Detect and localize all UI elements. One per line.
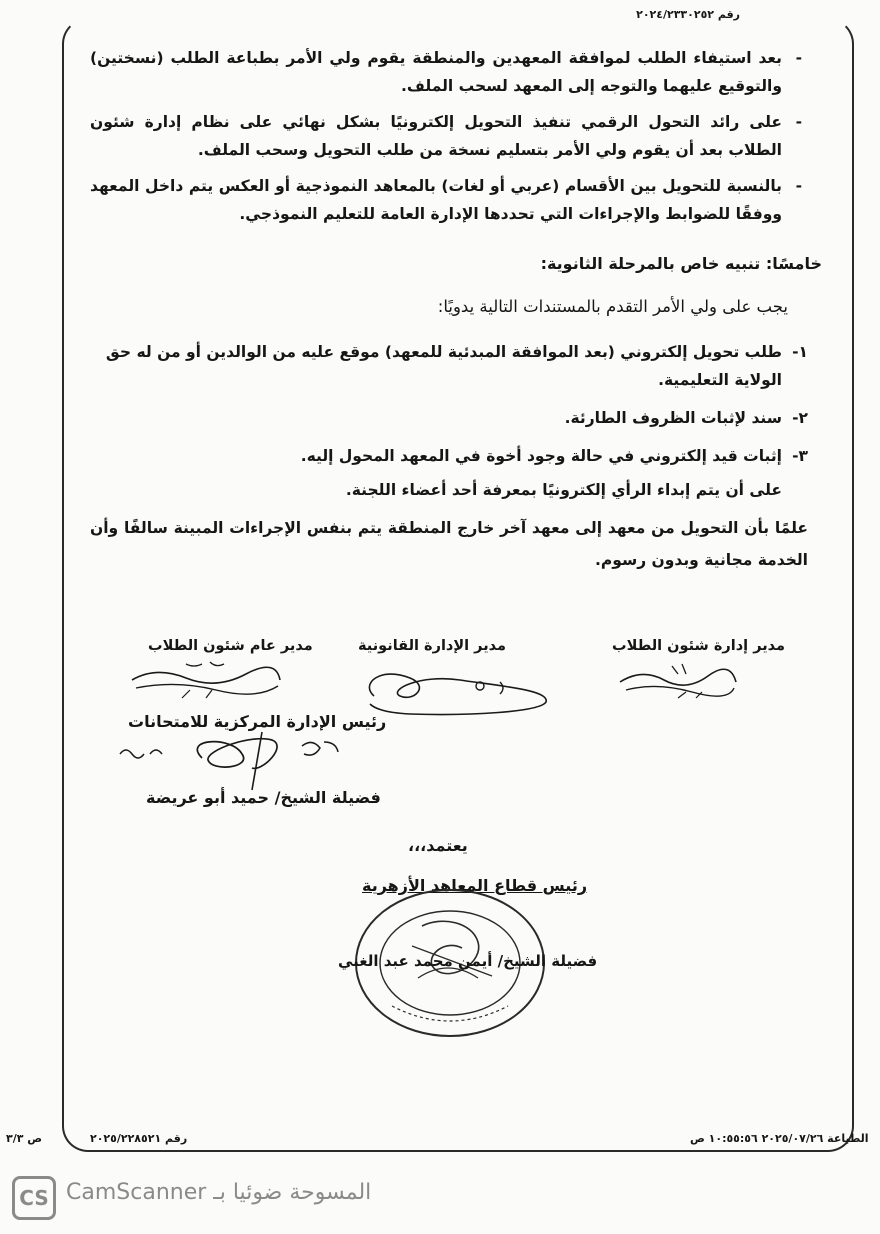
document-text: سند لإثبات الظروف الطارئة. bbox=[564, 409, 782, 427]
general-manager-title: مدير عام شئون الطلاب bbox=[148, 638, 313, 654]
document-body bbox=[90, 44, 822, 576]
transfer-note: علمًا بأن التحويل من معهد إلى معهد آخر خارج المنطقة يتم بنفس الإجراءات المبينة سالفًا وأن الخدمة مجانية وبدون رسوم. bbox=[90, 519, 808, 569]
sector-head-title: رئيس قطاع المعاهد الأزهرية bbox=[362, 876, 588, 895]
affairs-manager-signature bbox=[612, 660, 742, 702]
bullet-item: - على رائد التحول الرقمي تنفيذ التحويل إلكترونيًا بشكل نهائي على نظام إدارة شئون الطلاب بعد أن يقوم ولي الأمر بتسليم نسخة من طلب التحويل وسحب الملف. bbox=[90, 108, 808, 164]
legal-manager-signature bbox=[350, 656, 560, 720]
section-heading: خامسًا: تنبيه خاص بالمرحلة الثانوية: bbox=[540, 254, 822, 273]
document-number: ٢- bbox=[792, 409, 808, 427]
camscanner-logo-icon: CS bbox=[12, 1176, 56, 1220]
scanner-watermark bbox=[0, 1160, 880, 1234]
document-item bbox=[90, 442, 808, 470]
committee-condition: على أن يتم إبداء الرأي إلكترونيًا بمعرفة أحد أعضاء اللجنة. bbox=[345, 481, 782, 499]
header-reference-number: رقم ٢٠٢٤/٢٣٣٠٢٥٢ bbox=[636, 8, 740, 21]
document-item bbox=[90, 338, 808, 394]
required-documents-list bbox=[90, 338, 808, 470]
document-number: ٣- bbox=[792, 447, 808, 465]
camscanner-text: المسوحة ضوئيا بـ CamScanner bbox=[66, 1180, 372, 1205]
bullet-item: - بعد استيفاء الطلب لموافقة المعهدين والمنطقة يقوم ولي الأمر بطباعة الطلب (نسختين) والتوقيع عليهما والتوجه إلى المعهد لسحب الملف. bbox=[90, 44, 808, 100]
document-item bbox=[90, 404, 808, 432]
document-text: إثبات قيد إلكتروني في حالة وجود أخوة في المعهد المحول إليه. bbox=[300, 447, 782, 465]
exams-head-name: فضيلة الشيخ/ حميد أبو عريضة bbox=[146, 788, 381, 807]
document-number: ١- bbox=[792, 343, 808, 361]
legal-manager-title: مدير الإدارة القانونية bbox=[358, 638, 506, 654]
print-timestamp: الطباعة ٢٠٢٥/٠٧/٢٦ ١٠:٥٥:٥٦ ص bbox=[690, 1132, 869, 1145]
section-intro: يجب على ولي الأمر التقدم بالمستندات التالية يدويًا: bbox=[437, 297, 788, 316]
page-number: ص ٣/٣ bbox=[6, 1132, 43, 1145]
footer-reference-number: رقم ٢٠٢٥/٢٢٨٥٢١ bbox=[90, 1132, 188, 1145]
general-manager-signature bbox=[126, 656, 286, 702]
sector-head-name: فضيلة الشيخ/ أيمن محمد عبد الغني bbox=[338, 952, 598, 970]
approval-label: يعتمد،،، bbox=[408, 836, 468, 855]
bullet-item: - بالنسبة للتحويل بين الأقسام (عربي أو لغات) بالمعاهد النموذجية أو العكس يتم داخل المعهد ووفقًا للضوابط والإجراءات التي تحددها الإدارة العامة للتعليم النموذجي. bbox=[90, 172, 808, 228]
exams-head-title: رئيس الإدارة المركزية للامتحانات bbox=[128, 712, 387, 731]
document-text: طلب تحويل إلكتروني (بعد الموافقة المبدئية للمعهد) موقع عليه من الوالدين أو من له حق الولاية التعليمية. bbox=[105, 343, 782, 389]
procedure-bullet-list bbox=[90, 44, 808, 228]
student-affairs-manager-title: مدير إدارة شئون الطلاب bbox=[612, 638, 786, 654]
